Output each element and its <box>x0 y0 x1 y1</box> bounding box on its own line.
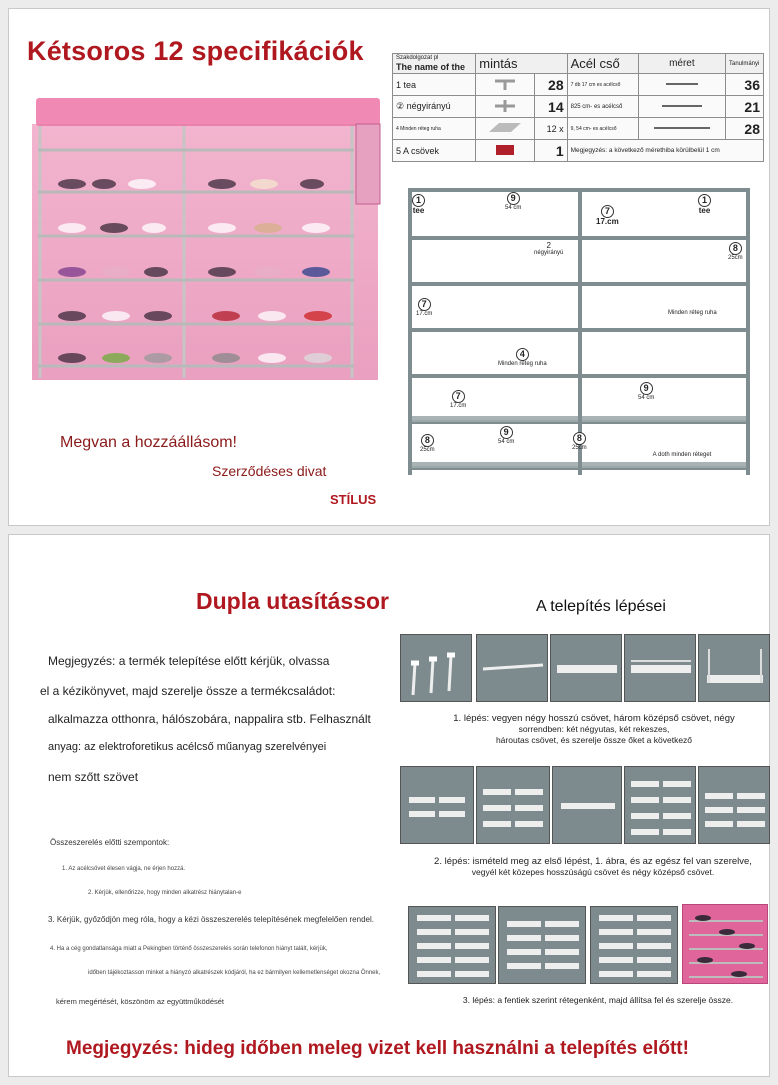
tee-left-text: tee <box>412 206 425 215</box>
pink-shoe-rack-image <box>32 96 384 386</box>
right-8-number: 8 <box>729 242 742 255</box>
bottom-cloth-text: A doth minden réteget <box>652 452 712 458</box>
tee-right-text: tee <box>698 206 711 215</box>
mid-cloth-number: 4 <box>516 348 529 361</box>
label-54cm-bottom <box>498 426 514 446</box>
spec-head-size: méret <box>638 54 725 74</box>
label-tee-left <box>412 194 425 215</box>
spec-note: Megjegyzés: a következő mérethiba körülbelül 1 cm <box>567 140 763 162</box>
tee-right-number: 1 <box>698 194 711 207</box>
spec-head-small: Szakdolgozat pl <box>396 55 439 61</box>
spec-head-left <box>393 54 476 74</box>
note-line: Megjegyzés: a termék telepítése előtt kérjük, olvassa <box>48 654 330 668</box>
tube-long-icon <box>638 118 725 140</box>
tube-short-icon <box>638 74 725 96</box>
spec-row-label: 4 Minden réteg ruha <box>393 118 476 140</box>
step3-image-3 <box>590 906 678 984</box>
spec-row-tube: 825 cm- es acélcső <box>567 96 638 118</box>
step1-line: 1. lépés: vegyen négy hosszú csövet, három középső csövet, négy <box>453 713 735 724</box>
pre-item: időben tájékoztasson minket a hiányzó alkatrészek kódjáról, ha ez bármilyen kellemetlenséget okozna Önnek, <box>88 970 381 976</box>
left-17-number: 7 <box>418 298 431 311</box>
bottom-left-8-text: 25cm <box>420 447 435 453</box>
label-cloth-bottom <box>652 452 712 459</box>
tee-left-number: 1 <box>412 194 425 207</box>
spec-row-label: ② négyirányú <box>393 96 476 118</box>
step2-image-3 <box>552 766 622 844</box>
spec-row-tube: 7 db 17 cm es acélcső <box>567 74 638 96</box>
label-17cm-left <box>416 298 432 318</box>
spec-row-count: 14 <box>535 96 567 118</box>
cover-icon <box>476 140 535 162</box>
step1-line: hároutas csövet, és szerelje össze őket a következő <box>495 735 693 745</box>
right-cloth-text: Minden réteg ruha <box>668 310 717 316</box>
step2-image-5 <box>698 766 770 844</box>
step1-image-5 <box>698 634 770 702</box>
bottom-mid-8-number: 8 <box>573 432 586 445</box>
note-line: el a kézikönyvet, majd szerelje össze a termékcsaládot: <box>40 684 336 698</box>
spec-row-count: 12 x <box>535 118 567 140</box>
step3-caption: 3. lépés: a fentiek szerint rétegenként, majd állítsa fel és szerelje össze. <box>462 995 734 1005</box>
right-54-number: 9 <box>640 382 653 395</box>
right-8-text: 25cm <box>728 255 743 261</box>
spec-table <box>392 53 764 162</box>
right-54-text: 54 cm <box>638 395 655 401</box>
four-way-number: 2 <box>546 241 551 250</box>
slogan-1: Megvan a hozzáállásom! <box>60 434 237 451</box>
spec-row-count: 28 <box>535 74 567 96</box>
cloth-layer-icon <box>476 118 535 140</box>
pre-title: Összeszerelés előtti szempontok: <box>50 838 170 847</box>
label-25cm-bottom-left <box>420 434 435 454</box>
slogan-3: STÍLUS <box>330 492 377 507</box>
step2-image-1 <box>400 766 474 844</box>
note-line: nem szőtt szövet <box>48 770 139 784</box>
step1-caption <box>410 713 778 746</box>
bottom-warning: Megjegyzés: hideg időben meleg vizet kell használni a telepítés előtt! <box>66 1038 689 1059</box>
label-cloth-right <box>668 310 717 317</box>
spec-head-tube: Acél cső <box>567 54 638 74</box>
spec-row-tube: 9, 54 cm- es acélcső <box>567 118 638 140</box>
step1-image-1 <box>400 634 472 702</box>
four-way-text: négyirányú <box>534 250 564 256</box>
label-25cm-right <box>728 242 743 262</box>
tee-connector-icon <box>476 74 535 96</box>
steps-title: A telepítés lépései <box>536 598 666 615</box>
spec-row-tube-count: 21 <box>726 96 764 118</box>
pre-item: 2. Kérjük, ellenőrizze, hogy minden alkatrész hiánytalan-e <box>88 890 242 896</box>
note-line: alkalmazza otthonra, hálószobára, nappalira stb. Felhasznált <box>48 712 371 726</box>
mid-17-number: 7 <box>452 390 465 403</box>
instructions-title: Dupla utasítássor <box>196 588 389 614</box>
tube-medium-icon <box>638 96 725 118</box>
top-54-number: 9 <box>507 192 520 205</box>
step2-line: 2. lépés: ismételd meg az első lépést, 1. ábra, és az egész fel van szerelve, <box>434 856 752 867</box>
note-line: anyag: az elektroforetikus acélcső műanyag szerelvényei <box>48 741 327 753</box>
slogan-2: Szerződéses divat <box>212 463 327 479</box>
bottom-left-8-number: 8 <box>421 434 434 447</box>
spec-head-name: The name of the <box>396 62 466 72</box>
label-cloth-mid <box>498 348 547 368</box>
label-54cm-right <box>638 382 654 402</box>
four-way-connector-icon <box>476 96 535 118</box>
spec-head-qty: Tanulmányi <box>726 54 764 74</box>
top-54-text: 54 cm <box>505 205 522 211</box>
step2-image-2 <box>476 766 550 844</box>
step2-line: vegyél két közepes hosszúságú csövet és négy középső csövet. <box>471 867 715 877</box>
spec-row-label: 5 A csövek <box>393 140 476 162</box>
spec-row-label: 1 tea <box>393 74 476 96</box>
label-four-way <box>534 242 563 257</box>
step1-line: sorrendben: két négyutas, két rekeszes, <box>518 724 670 734</box>
left-17-text: 17.cm <box>416 311 433 317</box>
pre-item: 3. Kérjük, győződjön meg róla, hogy a kézi összeszerelés telepítésének megfelelően rendel. <box>48 915 374 924</box>
bottom-mid-8-text: 25cm <box>572 445 587 451</box>
pre-item: 4. Ha a cég gondatlansága miatt a Pekingben történő összeszerelés során telefonon hiányt talált, kérjük, <box>50 946 328 952</box>
label-54cm-top <box>505 192 521 212</box>
spec-head-mid: mintás <box>476 54 567 74</box>
top-17-text: 17.cm <box>596 217 619 226</box>
label-25cm-bottom-mid <box>572 432 587 452</box>
bottom-54-number: 9 <box>500 426 513 439</box>
step1-image-4 <box>624 634 696 702</box>
mid-17-text: 17.cm <box>450 403 467 409</box>
label-tee-right <box>698 194 711 215</box>
spec-row-tube-count: 36 <box>726 74 764 96</box>
label-17cm-mid <box>450 390 466 410</box>
step2-image-4 <box>624 766 696 844</box>
pre-item: kérem megértését, köszönöm az együttműködését <box>56 997 224 1006</box>
spec-row-tube-count: 28 <box>726 118 764 140</box>
spec-title: Kétsoros 12 specifikációk <box>27 36 364 66</box>
step3-image-2 <box>498 906 586 984</box>
label-17cm-top <box>596 205 619 226</box>
pre-item: 1. Az acélcsövet élesen vágja, ne érjen hozzá. <box>62 866 186 872</box>
spec-row-count: 1 <box>535 140 567 162</box>
step1-image-2 <box>476 634 548 702</box>
mid-cloth-text: Minden réteg ruha <box>498 361 547 367</box>
top-17-number: 7 <box>601 205 614 218</box>
bottom-54-text: 54 cm <box>498 439 515 445</box>
step3-finished-rack-image <box>682 904 768 984</box>
step3-image-1 <box>408 906 496 984</box>
step1-image-3 <box>550 634 622 702</box>
step2-caption <box>408 856 778 878</box>
